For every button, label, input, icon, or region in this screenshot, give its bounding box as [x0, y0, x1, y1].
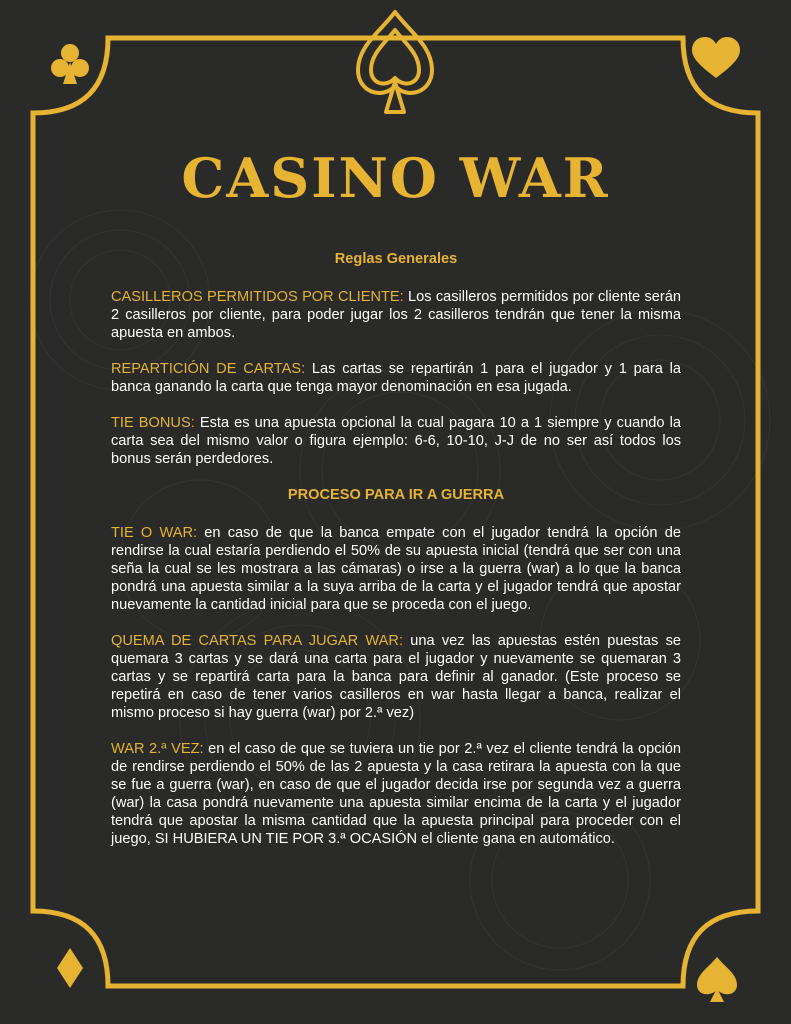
- section-heading-general: Reglas Generales: [334, 251, 458, 267]
- rule-paragraph: [111, 360, 681, 396]
- diamond-icon: [57, 948, 83, 988]
- rule-paragraph: [111, 632, 681, 722]
- club-icon: [51, 44, 89, 84]
- rule-label: QUEMA DE CARTAS PARA JUGAR WAR:: [111, 633, 403, 649]
- rule-text: en caso de que la banca empate con el jugador tendrá la opción de rendirse la cual estaría perdiendo el 50% de su apuesta inicial (tendrá que ser con una seña la cual se les mostrara a las cámaras) o irse a la guerra (war) a lo que la banca pondrá una apuesta similar a la suya arriba de la carta y el jugador tendrá que apostar nuevamente la cantidad inicial para que se proceda con el juego.: [111, 525, 681, 613]
- rule-paragraph: [111, 288, 681, 342]
- rule-label: WAR 2.ª VEZ:: [111, 741, 204, 757]
- spade-outline-icon: [358, 12, 432, 112]
- rule-paragraph: [111, 524, 681, 614]
- rule-paragraph: [111, 414, 681, 468]
- rule-label: CASILLEROS PERMITIDOS POR CLIENTE:: [111, 289, 404, 305]
- section-heading-war: PROCESO PARA IR A GUERRA: [287, 487, 505, 503]
- rule-text: Esta es una apuesta opcional la cual pagara 10 a 1 siempre y cuando la carta sea del mismo valor o figura ejemplo: 6-6, 10-10, J-J de no ser así todos los bonus serán perdedores.: [111, 415, 681, 467]
- rule-label: TIE O WAR:: [111, 525, 198, 541]
- rule-text: Las cartas se repartirán 1 para el jugador y 1 para la banca ganando la carta que tenga mayor denominación en esa jugada.: [111, 361, 681, 395]
- page-title: CASINO WAR: [181, 146, 610, 210]
- rule-label: REPARTICIÓN DE CARTAS:: [111, 361, 306, 377]
- spade-icon: [697, 957, 737, 1002]
- rule-paragraph: [111, 740, 681, 848]
- heart-icon: [692, 37, 740, 78]
- rule-text: Los casilleros permitidos por cliente serán 2 casilleros por cliente, para poder jugar los 2 casilleros tendrán que tener la misma apuesta en ambos.: [111, 289, 681, 341]
- rule-text: una vez las apuestas estén puestas se quemara 3 cartas y se dará una carta para el jugador y nuevamente se quemaran 3 cartas y se repartirá carta para la banca para definir al ganador. (Este proceso se repetirá en caso de tener varios casilleros en war hasta llegar a banca, realizar el mismo proceso si hay guerra (war) por 2.ª vez): [111, 633, 681, 721]
- rule-label: TIE BONUS:: [111, 415, 195, 431]
- rules-content: [111, 250, 681, 866]
- rule-text: en el caso de que se tuviera un tie por 2.ª vez el cliente tendrá la opción de rendirse perdiendo el 50% de las 2 apuesta y la casa retirara la apuesta con la que se fue a guerra (war), en caso de que el jugador decida irse por segunda vez a guerra (war) la casa pondrá nuevamente una apuesta similar encima de la carta y el jugador tendrá que apostar la misma cantidad que la apuesta principal para proceder con el juego, SI HUBIERA UN TIE POR 3.ª OCASIÓN el cliente gana en automático.: [111, 741, 682, 847]
